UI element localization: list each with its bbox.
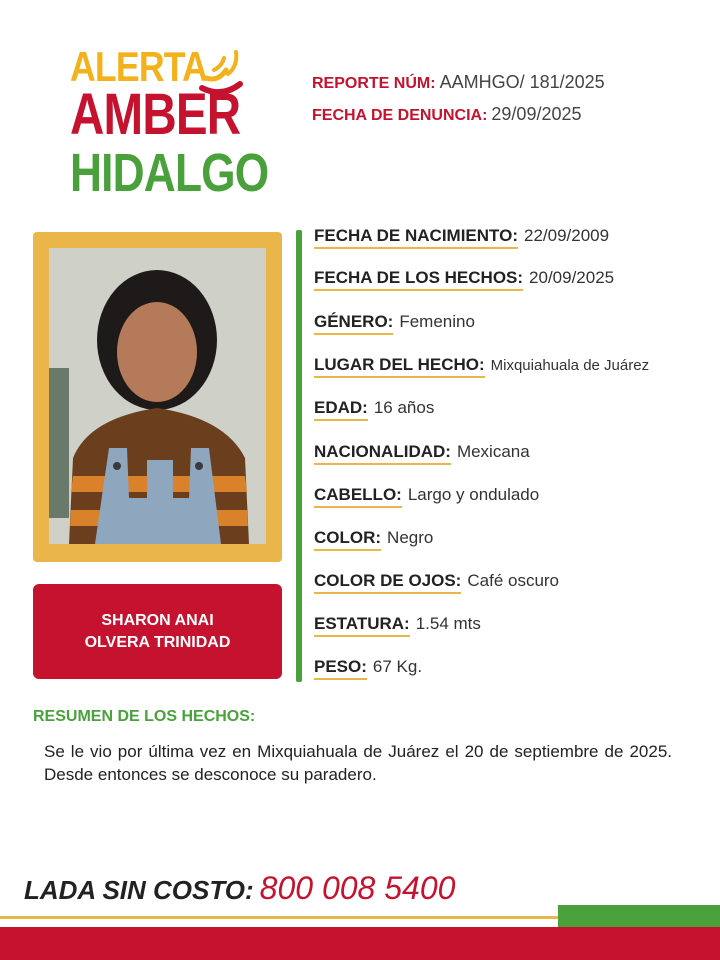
field-nationality <box>314 442 530 465</box>
person-name-box <box>33 584 282 679</box>
field-incident-date <box>314 268 614 291</box>
report-date <box>312 104 582 125</box>
field-label: FECHA DE NACIMIENTO: <box>314 226 518 249</box>
field-value: Café oscuro <box>467 571 560 590</box>
field-label: CABELLO: <box>314 485 402 508</box>
field-label: GÉNERO: <box>314 312 393 335</box>
field-value: Negro <box>387 528 434 547</box>
report-number-label: REPORTE NÚM: <box>312 75 436 92</box>
footer-gold-stripe <box>0 916 560 919</box>
field-gender <box>314 312 475 335</box>
footer-red-band <box>0 927 720 960</box>
field-height <box>314 614 481 637</box>
divider-bar <box>296 230 302 682</box>
alerta-amber-logo <box>70 43 269 206</box>
logo-line-alerta: ALERTA <box>70 43 208 90</box>
field-label: EDAD: <box>314 398 368 421</box>
field-hair <box>314 485 539 508</box>
logo-line-amber: AMBER <box>70 82 241 147</box>
field-eye-color <box>314 571 559 594</box>
field-label: COLOR DE OJOS: <box>314 571 461 594</box>
field-label: NACIONALIDAD: <box>314 442 451 465</box>
missing-person-photo <box>49 248 266 544</box>
toll-free-label: LADA SIN COSTO: <box>24 875 254 905</box>
field-value: Largo y ondulado <box>407 485 540 504</box>
report-number <box>312 72 605 93</box>
person-silhouette <box>49 248 266 544</box>
field-value: 67 Kg. <box>372 657 423 676</box>
field-value: Femenino <box>399 312 475 331</box>
report-date-label: FECHA DE DENUNCIA: <box>312 107 488 124</box>
field-age <box>314 398 434 421</box>
field-value: 22/09/2009 <box>524 226 610 245</box>
person-name-line2: OLVERA TRINIDAD <box>84 633 231 651</box>
field-label: COLOR: <box>314 528 381 551</box>
field-value: 1.54 mts <box>415 614 481 633</box>
alert-waves-icon <box>192 48 252 108</box>
summary-text: Se le vio por última vez en Mixquiahuala de Juárez el 20 de septiembre de 2025. Desde entonces se desconoce su paradero. <box>44 742 672 784</box>
field-birth-date <box>314 226 609 249</box>
field-value: 16 años <box>373 398 435 417</box>
toll-free-number[interactable]: 800 008 5400 <box>259 870 456 906</box>
field-label: ESTATURA: <box>314 614 410 637</box>
report-number-value: AAMHGO/ 181/2025 <box>439 72 605 92</box>
photo-frame <box>33 232 282 562</box>
field-color <box>314 528 433 551</box>
logo-line-hidalgo: HIDALGO <box>70 143 269 203</box>
footer-green-block <box>558 905 720 927</box>
field-value: Mixquiahuala de Juárez <box>490 357 650 374</box>
field-label: PESO: <box>314 657 367 680</box>
field-value: Mexicana <box>456 442 530 461</box>
summary-title: RESUMEN DE LOS HECHOS: <box>33 708 256 725</box>
field-value: 20/09/2025 <box>529 268 615 287</box>
field-place <box>314 355 649 378</box>
report-date-value: 29/09/2025 <box>491 104 582 124</box>
field-label: LUGAR DEL HECHO: <box>314 355 485 378</box>
field-weight <box>314 657 422 680</box>
person-name-line1: SHARON ANAI <box>101 611 214 629</box>
field-label: FECHA DE LOS HECHOS: <box>314 268 523 291</box>
toll-free-contact <box>24 870 455 907</box>
